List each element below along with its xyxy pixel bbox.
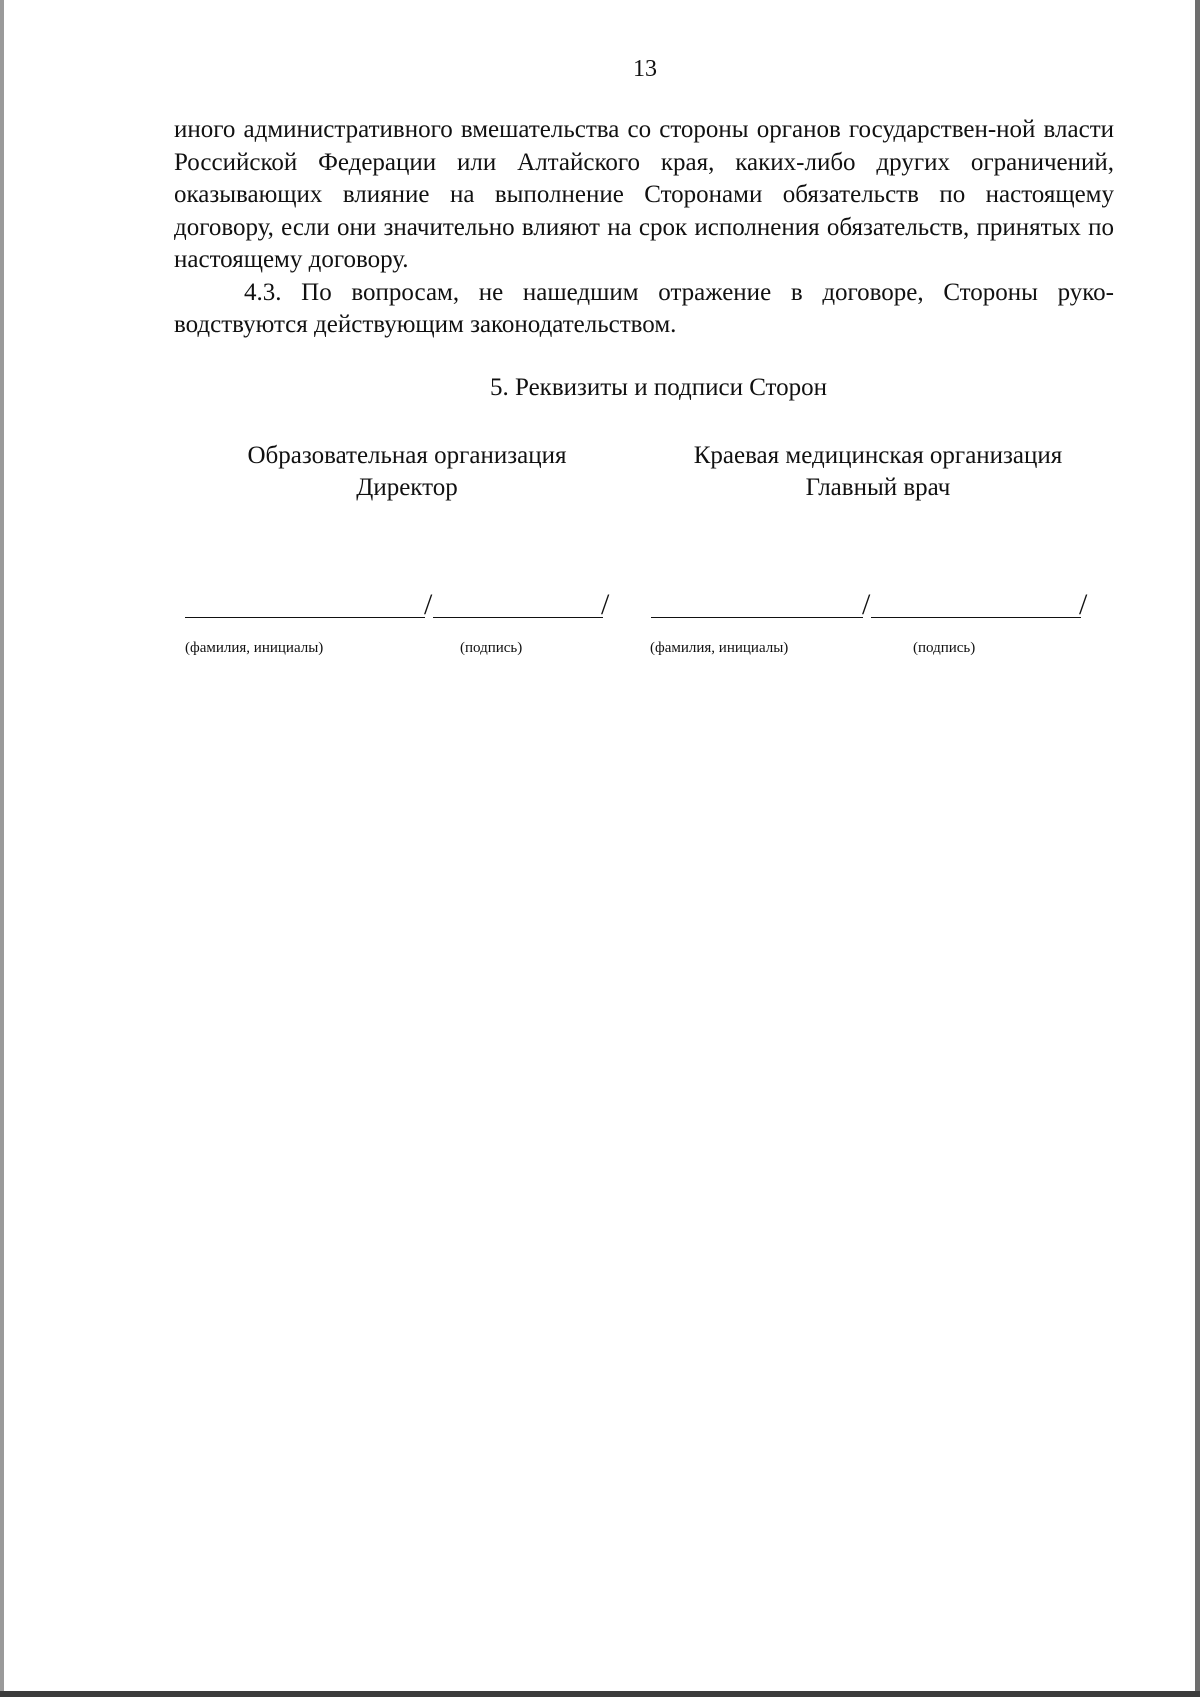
left-signature-caption: (подпись)	[460, 640, 523, 656]
party-right-organization: Краевая медицинская организация	[693, 442, 1063, 469]
left-name-line	[185, 617, 425, 618]
left-signature-line	[433, 617, 603, 618]
right-signature-line	[871, 617, 1081, 618]
page-number: 13	[633, 56, 657, 82]
right-name-caption: (фамилия, инициалы)	[650, 640, 789, 656]
party-right	[668, 440, 1088, 504]
left-slash-2: /	[601, 588, 610, 621]
left-slash-1: /	[424, 588, 433, 621]
right-slash-2: /	[1079, 588, 1088, 621]
section-heading: 5. Реквизиты и подписи Сторон	[490, 374, 828, 401]
scan-frame-left	[0, 0, 4, 1697]
right-name-line	[651, 617, 863, 618]
paragraph-continuation: иного административного вмешательства со стороны органов государствен-ной власти Российской Федерации или Алтайского края, каких-либо других ограничений, оказывающих влияние на выполнение Сторонами обязательств по настоящему договору, если они значительно влияют на срок исполнения обязательств, принятых по настоящему договору.	[174, 116, 1114, 273]
right-signature-caption: (подпись)	[913, 640, 976, 656]
paragraph-4-3: 4.3. По вопросам, не нашедшим отражение в договоре, Стороны руко-водствуются действующим законодательством.	[174, 278, 1114, 338]
left-name-caption: (фамилия, инициалы)	[185, 640, 324, 656]
scan-frame-right	[1195, 0, 1200, 1697]
party-left-position: Директор	[356, 474, 458, 501]
right-slash-1: /	[862, 588, 871, 621]
scan-frame-bottom	[0, 1691, 1200, 1697]
party-left-organization: Образовательная организация	[247, 442, 567, 469]
contract-text	[174, 114, 1114, 342]
party-right-position: Главный врач	[805, 474, 951, 501]
party-left	[226, 440, 588, 504]
